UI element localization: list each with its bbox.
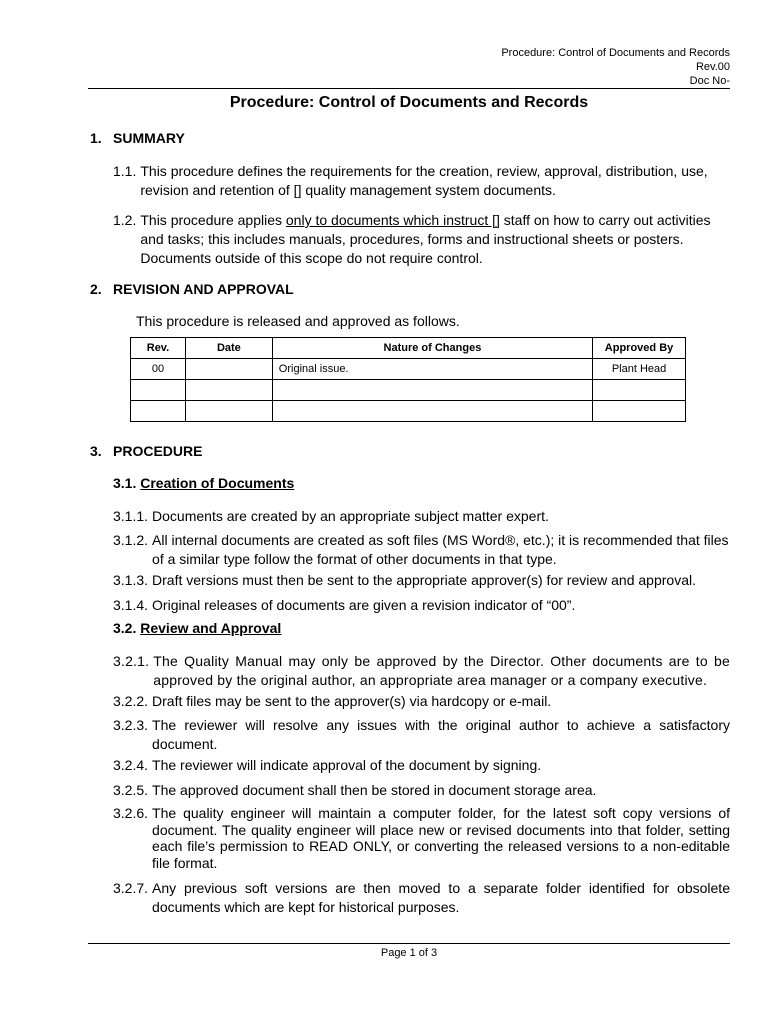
list-item — [113, 692, 730, 711]
list-item — [113, 652, 730, 690]
item-text: The reviewer will indicate approval of the document by signing. — [152, 757, 542, 773]
header-doc-number: Doc No- — [689, 75, 730, 87]
list-item — [113, 571, 730, 590]
list-item — [113, 781, 730, 800]
document-title: Procedure: Control of Documents and Records — [229, 94, 589, 111]
subsection-title: Creation of Documents — [140, 475, 295, 491]
table-header-row — [131, 338, 686, 359]
item-text: The reviewer will resolve any issues with the original author to achieve a satisfactory document. — [152, 717, 730, 752]
item-text — [140, 211, 730, 268]
subsection-number: 3.2. — [113, 620, 137, 636]
item-number: 3.2.6. — [113, 805, 149, 821]
table-cell: Original issue. — [272, 359, 592, 380]
underlined-text: only to documents which instruct [] — [285, 212, 500, 228]
section-title: PROCEDURE — [113, 443, 203, 459]
header-title: Procedure: Control of Documents and Records — [501, 47, 730, 59]
text-run: staff on how to carry out activities and tasks; this includes manuals, procedures, forms and instructional sheets or posters. Documents outside of this scope do not require control. — [140, 212, 711, 266]
subsection-number: 3.1. — [113, 475, 137, 491]
table-cell — [131, 401, 186, 422]
section-title: SUMMARY — [113, 130, 185, 146]
table-cell — [593, 380, 686, 401]
item-number: 3.2.2. — [113, 693, 149, 709]
item-number: 3.2.7. — [113, 880, 149, 896]
table-cell — [272, 380, 592, 401]
table-cell — [185, 401, 272, 422]
item-number: 3.1.1. — [113, 508, 149, 524]
item-number: 3.1.3. — [113, 572, 149, 588]
table-cell — [593, 401, 686, 422]
item-text: This procedure defines the requirements for the creation, review, approval, distribution, use, revision and retention of [] quality management system documents. — [140, 163, 708, 198]
table-row — [131, 359, 686, 380]
page-header — [501, 46, 730, 88]
item-number: 3.2.4. — [113, 757, 149, 773]
item-text: Draft files may be sent to the approver(s) via hardcopy or e-mail. — [152, 693, 552, 709]
list-item — [113, 211, 730, 268]
section-2-heading — [90, 281, 294, 297]
list-item — [113, 507, 730, 526]
column-header: Date — [185, 338, 272, 359]
item-text: The approved document shall then be stored in document storage area. — [152, 782, 597, 798]
list-item — [113, 162, 730, 200]
list-item — [113, 596, 730, 615]
text-run: This procedure applies — [140, 212, 286, 228]
table-cell: 00 — [131, 359, 186, 380]
header-rule — [88, 88, 730, 89]
item-number: 3.1.4. — [113, 597, 149, 613]
subsection-title: Review and Approval — [140, 620, 282, 636]
item-number: 3.1.2. — [113, 532, 149, 548]
item-number: 3.2.3. — [113, 717, 149, 733]
column-header: Approved By — [593, 338, 686, 359]
item-text: Draft versions must then be sent to the appropriate approver(s) for review and approval. — [152, 572, 696, 588]
section-number: 1. — [90, 130, 102, 146]
header-revision: Rev.00 — [695, 61, 730, 73]
list-item — [113, 531, 730, 569]
item-number: 1.2. — [113, 212, 137, 228]
list-item — [113, 756, 730, 775]
table-cell — [131, 380, 186, 401]
section-1-heading — [90, 130, 185, 146]
subsection-heading — [113, 620, 281, 636]
table-cell — [272, 401, 592, 422]
column-header: Rev. — [131, 338, 186, 359]
item-text: All internal documents are created as soft files (MS Word®, etc.); it is recommended that files of a similar type follow the format of other documents in that type. — [152, 532, 729, 567]
table-cell: Plant Head — [593, 359, 686, 380]
table-cell — [185, 380, 272, 401]
page-footer: Page 1 of 3 — [380, 947, 438, 959]
item-number: 1.1. — [113, 163, 137, 179]
subsection-heading — [113, 475, 294, 491]
table-row — [131, 380, 686, 401]
item-text: The Quality Manual may only be approved by the Director. Other documents are to be approved by the original author, an appropriate area manager or a company executive. — [153, 653, 730, 688]
revision-table — [130, 337, 686, 422]
item-text: The quality engineer will maintain a computer folder, for the latest soft copy versions of document. The quality engineer will place new or revised documents into that folder, setting each file’s permission to READ ONLY, or converting the released versions to a non-editable file format. — [152, 805, 730, 871]
column-header: Nature of Changes — [272, 338, 592, 359]
item-number: 3.2.1. — [113, 653, 150, 669]
table-cell — [185, 359, 272, 380]
list-item — [113, 716, 730, 754]
section-number: 2. — [90, 281, 102, 297]
list-item — [113, 879, 730, 917]
item-text: Original releases of documents are given a revision indicator of “00”. — [152, 597, 576, 613]
revision-intro: This procedure is released and approved as follows. — [136, 313, 460, 329]
list-item — [113, 805, 730, 871]
section-number: 3. — [90, 443, 102, 459]
section-title: REVISION AND APPROVAL — [113, 281, 294, 297]
item-text: Any previous soft versions are then moved to a separate folder identified for obsolete documents which are kept for historical purposes. — [152, 880, 730, 915]
table-row — [131, 401, 686, 422]
item-text: Documents are created by an appropriate subject matter expert. — [152, 508, 549, 524]
section-3-heading — [90, 443, 202, 459]
item-number: 3.2.5. — [113, 782, 149, 798]
footer-rule — [88, 943, 730, 944]
